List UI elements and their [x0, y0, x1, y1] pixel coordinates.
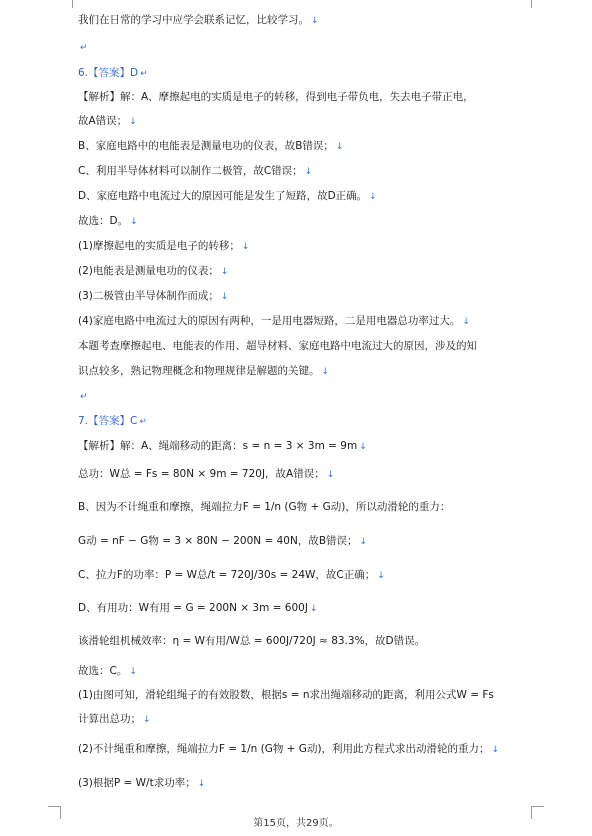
analysis-6-line-2: 故A错误； ↓: [78, 115, 137, 127]
total-work-7: 总功：W总 = Fs = 80N × 9m = 720J，故A错误； ↓: [78, 468, 335, 480]
analysis-6-line-1: 【解析】解：A、摩擦起电的实质是电子的转移，得到电子带负电，失去电子带正电，: [78, 91, 474, 103]
pulley-weight-7: G动 = nF − G物 = 3 × 80N − 200N = 40N，故B错误； ↓: [78, 535, 368, 547]
point-7-3: (3)根据P = W/t求功率； ↓: [78, 777, 206, 789]
point-6-2: (2)电能表是测量电功的仪表； ↓: [78, 265, 229, 277]
option-c-7: C、拉力F的功率：P = W总/t = 720J/30s = 24W，故C正确； ↓: [78, 569, 385, 581]
point-6-3: (3)二极管由半导体制作而成； ↓: [78, 290, 229, 302]
summary-6-line-2: 识点较多，熟记物理概念和物理规律是解题的关键。 ↓: [78, 365, 330, 377]
analysis-7-a: 【解析】解：A、绳端移动的距离：s = n = 3 × 3m = 9m ↓: [78, 440, 367, 452]
point-7-1-line-1: (1)由图可知，滑轮组绳子的有效股数，根据s = n求出绳端移动的距离，利用公式W = Fs: [78, 689, 494, 701]
choice-6: 故选：D。 ↓: [78, 215, 138, 227]
efficiency-7: 该滑轮组机械效率：η = W有用/W总 = 600J/720J ≈ 83.3%，故D错误。: [78, 635, 426, 647]
point-7-1-line-2: 计算出总功； ↓: [78, 713, 151, 725]
empty-paragraph: ↵: [80, 43, 88, 53]
option-d-6: D、家庭电路中电流过大的原因可能是发生了短路，故D正确。 ↓: [78, 190, 377, 202]
empty-paragraph-2: ↵: [80, 392, 88, 402]
answer-6-heading: 6.【答案】D ↵: [78, 67, 148, 79]
answer-7-heading: 7.【答案】C ↵: [78, 415, 147, 427]
crop-mark-top-left: [60, 0, 73, 8]
point-7-2: (2)不计绳重和摩擦，绳端拉力F = 1/n (G物 + G动)，利用此方程式求出动滑轮的重力； ↓: [78, 743, 500, 755]
option-b-6: B、家庭电路中的电能表是测量电功的仪表，故B错误； ↓: [78, 140, 344, 152]
point-6-1: (1)摩擦起电的实质是电子的转移； ↓: [78, 240, 250, 252]
option-b-7: B、因为不计绳重和摩擦，绳端拉力F = 1/n (G物 + G动)，所以动滑轮的重力：: [78, 501, 451, 513]
crop-mark-top-right: [531, 0, 544, 8]
option-d-7: D、有用功：W有用 = G = 200N × 3m = 600J ↓: [78, 602, 318, 614]
page-footer: 第15页，共29页。: [253, 818, 339, 829]
choice-7: 故选：C。 ↓: [78, 665, 137, 677]
summary-6-line-1: 本题考查摩擦起电、电能表的作用、超导材料、家庭电路中电流过大的原因，涉及的知: [78, 340, 477, 352]
text-line-1: 我们在日常的学习中应学会联系记忆，比较学习。 ↓: [78, 14, 319, 26]
option-c-6: C、利用半导体材料可以制作二极管，故C错误； ↓: [78, 165, 313, 177]
point-6-4: (4)家庭电路中电流过大的原因有两种，一是用电器短路，二是用电器总功率过大。 ↓: [78, 315, 470, 327]
